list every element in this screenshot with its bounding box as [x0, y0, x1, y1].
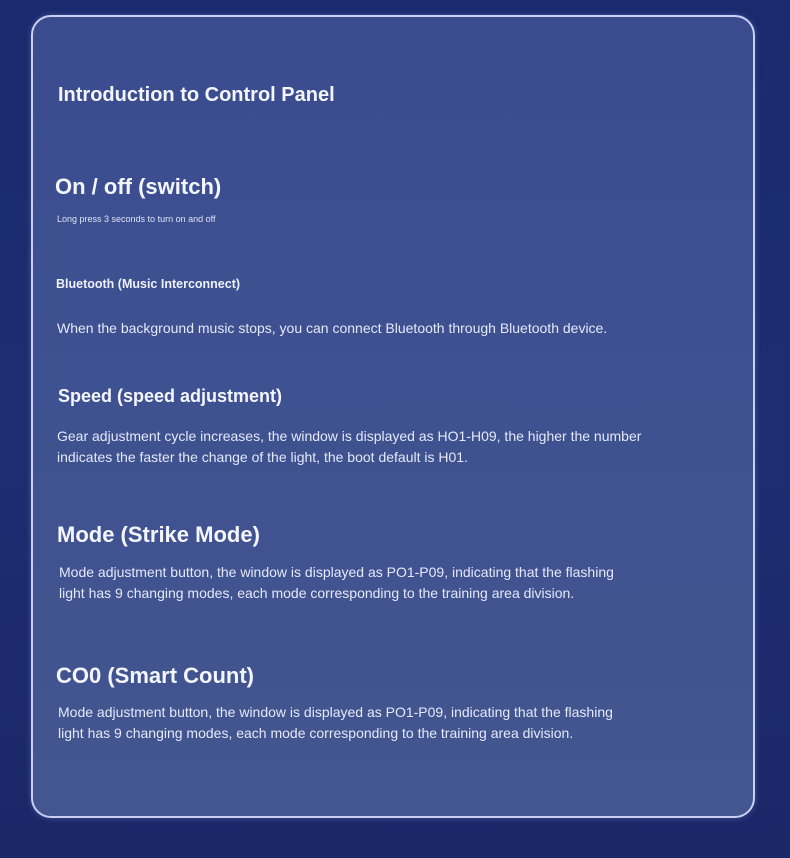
description-line: Gear adjustment cycle increases, the window is displayed as HO1-H09, the higher the number: [57, 428, 642, 444]
section-description-speed: [57, 426, 727, 468]
section-heading-smart-count: CO0 (Smart Count): [56, 663, 254, 688]
description-line: indicates the faster the change of the light, the boot default is H01.: [57, 449, 468, 465]
section-heading-speed: Speed (speed adjustment): [58, 386, 283, 406]
section-heading-bluetooth: Bluetooth (Music Interconnect): [56, 277, 241, 291]
description-line: light has 9 changing modes, each mode corresponding to the training area division.: [59, 585, 575, 601]
section-heading-mode: Mode (Strike Mode): [57, 522, 260, 547]
section-description-mode: [59, 562, 729, 604]
description-line: Mode adjustment button, the window is displayed as PO1-P09, indicating that the flashing: [59, 564, 614, 580]
description-line: Mode adjustment button, the window is displayed as PO1-P09, indicating that the flashing: [58, 704, 613, 720]
section-description-smart-count: [58, 702, 728, 744]
section-description-bluetooth: When the background music stops, you can connect Bluetooth through Bluetooth device.: [57, 320, 608, 336]
section-heading-power: On / off (switch): [55, 174, 222, 199]
panel-title: Introduction to Control Panel: [58, 84, 335, 106]
control-panel-card: [31, 15, 755, 818]
description-line: light has 9 changing modes, each mode corresponding to the training area division.: [58, 725, 574, 741]
section-description-power: Long press 3 seconds to turn on and off: [57, 214, 216, 224]
